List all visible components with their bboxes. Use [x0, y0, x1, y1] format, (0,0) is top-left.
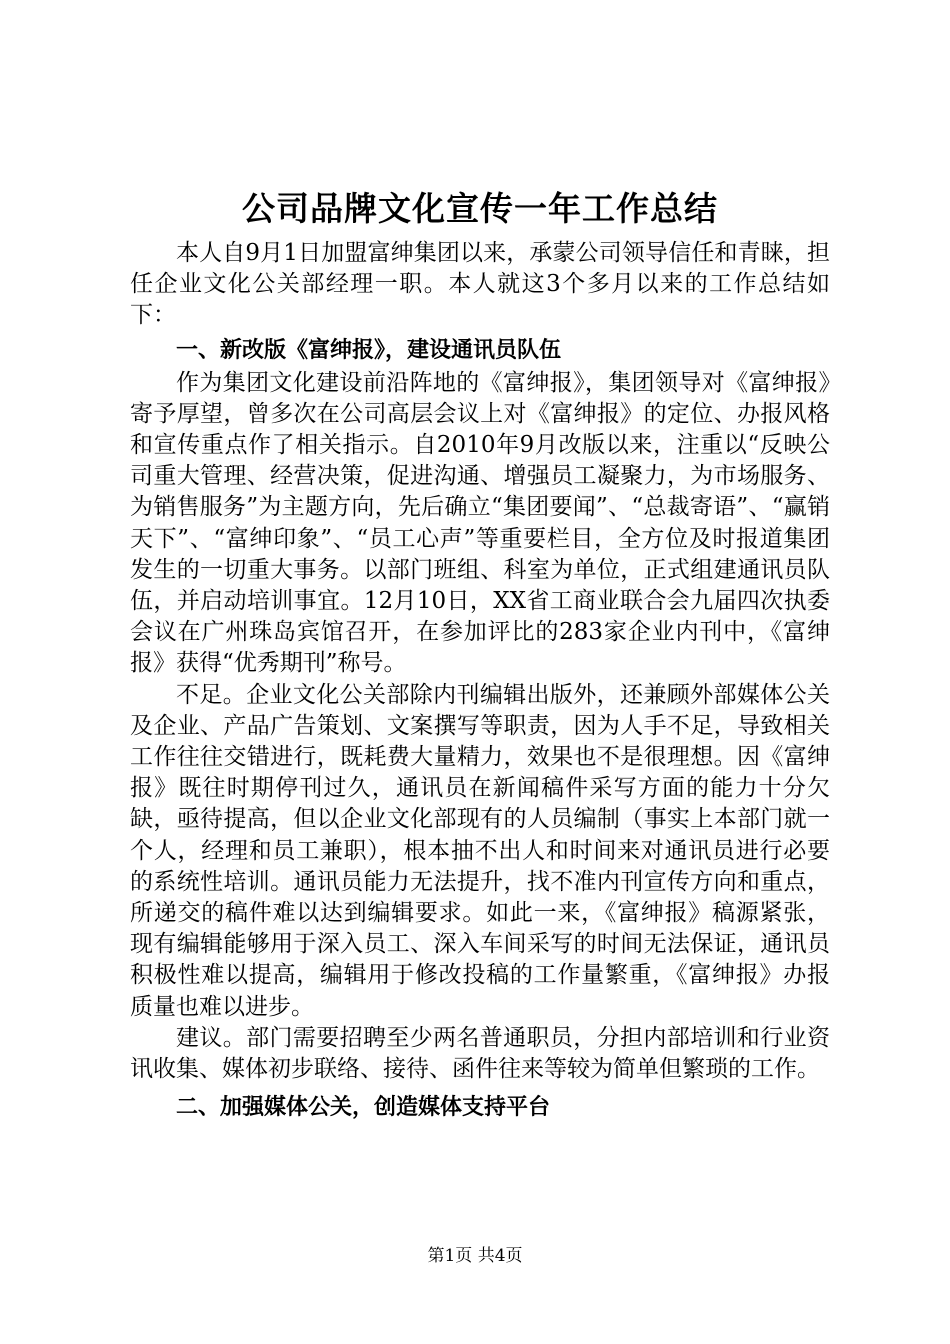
section-heading-2: 二、加强媒体公关，创造媒体支持平台: [176, 1095, 551, 1121]
page-footer: 第1页 共4页: [427, 1246, 523, 1266]
section-heading-1: 一、新改版《富绅报》，建设通讯员队伍: [176, 337, 562, 363]
intro-paragraph: 本人自9月1日加盟富绅集团以来，承蒙公司领导信任和青睐，担任企业文化公关部经理一职。本人就这3个多月以来的工作总结如下：: [130, 240, 830, 329]
section-1-paragraph: 作为集团文化建设前沿阵地的《富绅报》，集团领导对《富绅报》寄予厚望，曾多次在公司高层会议上对《富绅报》的定位、办报风格和宣传重点作了相关指示。自2010年9月改版以来，注重以“反映公司重大管理、经营决策，促进沟通、增强员工凝聚力，为市场服务、为销售服务”为主题方向，先后确立“集团要闻”、“总裁寄语”、“赢销天下”、“富绅印象”、“员工心声”等重要栏目，全方位及时报道集团发生的一切重大事务。以部门班组、科室为单位，正式组建通讯员队伍，并启动培训事宜。12月10日，XX省工商业联合会九届四次执委会议在广州珠岛宾馆召开，在参加评比的283家企业内刊中，《富绅报》获得“优秀期刊”称号。: [130, 369, 830, 677]
document-body: [130, 238, 830, 1125]
suggestion-paragraph: 建议。部门需要招聘至少两名普通职员，分担内部培训和行业资讯收集、媒体初步联络、接待、函件往来等较为简单但繁琐的工作。: [130, 1024, 830, 1083]
shortcomings-paragraph: 不足。企业文化公关部除内刊编辑出版外，还兼顾外部媒体公关及企业、产品广告策划、文案撰写等职责，因为人手不足，导致相关工作往往交错进行，既耗费大量精力，效果也不是很理想。因《富绅报》既往时期停刊过久，通讯员在新闻稿件采写方面的能力十分欠缺，亟待提高，但以企业文化部现有的人员编制（事实上本部门就一个人，经理和员工兼职），根本抽不出人和时间来对通讯员进行必要的系统性培训。通讯员能力无法提升，找不准内刊宣传方向和重点，所递交的稿件难以达到编辑要求。如此一来，《富绅报》稿源紧张，现有编辑能够用于深入员工、深入车间采写的时间无法保证，通讯员积极性难以提高，编辑用于修改投稿的工作量繁重，《富绅报》办报质量也难以进步。: [130, 681, 830, 1020]
document-title: 公司品牌文化宣传一年工作总结: [242, 189, 718, 228]
